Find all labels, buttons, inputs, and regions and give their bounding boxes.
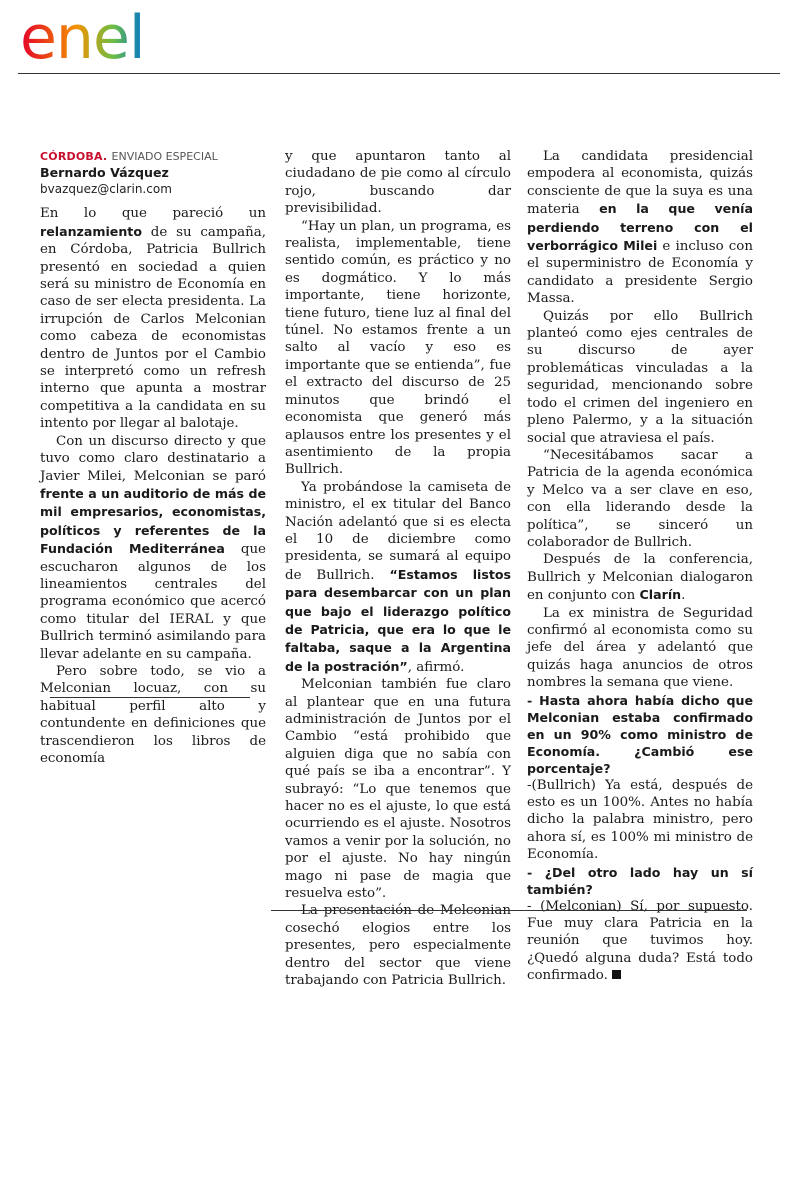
interview-answer: -(Bullrich) Ya está, después de esto es un 100%. Antes no había dicho la palabra ministro, pero ahora sí, es 100% mi ministro de Economía. [527,777,753,863]
paragraph: Quizás por ello Bullrich planteó como ejes centrales de su discurso de ayer problemáticas vinculadas a la seguridad, mencionando sobre todo el crimen del ingeniero en pleno Palermo, y a la situación social que atraviesa el país. [527,308,753,446]
enel-logo [18,6,188,68]
paragraph: Después de la conferencia, Bullrich y Melconian dialogaron en conjunto con Clarín. [527,552,753,604]
column-1-rule [50,697,250,698]
interview-question: - ¿Del otro lado hay un sí también? [527,864,753,897]
paragraph: La ex ministra de Seguridad confirmó al economista como su jefe del área y adelantó que quizás haga anuncios de otros nombres la semana que viene. [527,605,753,691]
paragraph: Ya probándose la camiseta de ministro, el ex titular del Banco Nación adelantó que si es electa el 10 de diciembre como presidenta, se sumará al equipo de Bullrich. “Estamos listos para desembarcar con un plan que bajo el liderazgo político de Patricia, que era lo que le faltaba, saque a la Argentina de la postración”, afirmó. [285,479,511,675]
paragraph: Con un discurso directo y que tuvo como claro destinatario a Javier Milei, Melconian se paró frente a un auditorio de más de mil empresarios, economistas, políticos y referentes de la Fundación Mediterránea que escucharon algunos de los lineamientos centrales del programa económico que acercó como titular del IERAL y que Bullrich terminó asimilando para llevar adelante en su campaña. [40,433,266,662]
columns-2-3-rule [271,910,747,911]
paragraph: “Necesitábamos sacar a Patricia de la agenda económica y Melco va a ser clave en eso, con ella liderando desde la política”, se sinceró un colaborador de Bullrich. [527,447,753,550]
header-rule [18,73,780,74]
end-of-article-mark [612,970,621,979]
byline-role: ENVIADO ESPECIAL [111,150,218,163]
paragraph: La presentación de Melconian cosechó elogios entre los presentes, pero especialmente dentro del sector que viene trabajando con Patricia Bullrich. [285,903,511,989]
byline-location: CÓRDOBA. [40,150,108,163]
byline-email[interactable]: bvazquez@clarin.com [40,182,172,197]
article-column-1 [40,148,266,767]
paragraph: Melconian también fue claro al plantear que en una futura administración de Juntos por el Cambio “está prohibido que alguien diga que no sabía con qué país se iba a encontrar”. Y subrayó: “Lo que tenemos que hacer no es el ajuste, lo que está ocurriendo es el ajuste. Nosotros vamos a venir por la solución, no por el ajuste. No hay ningún mago ni pase de magia que resuelva esto”. [285,677,511,902]
paragraph: y que apuntaron tanto al ciudadano de pie como al círculo rojo, buscando dar previsibilidad. [285,149,511,217]
logo-text: enel [20,6,145,68]
article-column-2 [285,148,511,990]
paragraph: La candidata presidencial empodera al economista, quizás consciente de que la suya es una materia en la que venía perdiendo terreno con el verborrágico Milei e incluso con el superministro de Economía y candidato a presidente Sergio Massa. [527,149,754,307]
byline [40,148,266,197]
article-column-3 [527,148,753,985]
paragraph: En lo que pareció un relanzamiento de su campaña, en Córdoba, Patricia Bullrich presentó en sociedad a quien será su ministro de Economía en caso de ser electa presidenta. La irrupción de Carlos Melconian como cabeza de economistas dentro de Juntos por el Cambio se interpretó como un refresh interno que apunta a mostrar competitiva a la candidata en su intento por llegar al balotaje. [40,206,266,432]
byline-author: Bernardo Vázquez [40,165,169,181]
interview-question: - Hasta ahora había dicho que Melconian estaba confirmado en un 90% como ministro de Economía. ¿Cambió ese porcentaje? [527,692,753,776]
paragraph: Pero sobre todo, se vio a Melconian locuaz, con su habitual perfil alto y contundente en definiciones que trascendieron los libros de economía [40,663,266,766]
interview-answer: - (Melconian) Sí, por supuesto. Fue muy clara Patricia en la reunión que tuvimos hoy. ¿Quedó alguna duda? Está todo confirmado. [527,898,753,984]
paragraph: “Hay un plan, un programa, es realista, implementable, tiene sentido común, es práctico y no es dogmático. Y lo más importante, tiene horizonte, tiene futuro, tiene luz al final del túnel. No estamos frente a un salto al vacío y eso es importante que se entienda”, fue el extracto del discurso de 25 minutos que brindó el economista que generó más aplausos entre los presentes y el asentimiento de la propia Bullrich. [285,218,511,478]
